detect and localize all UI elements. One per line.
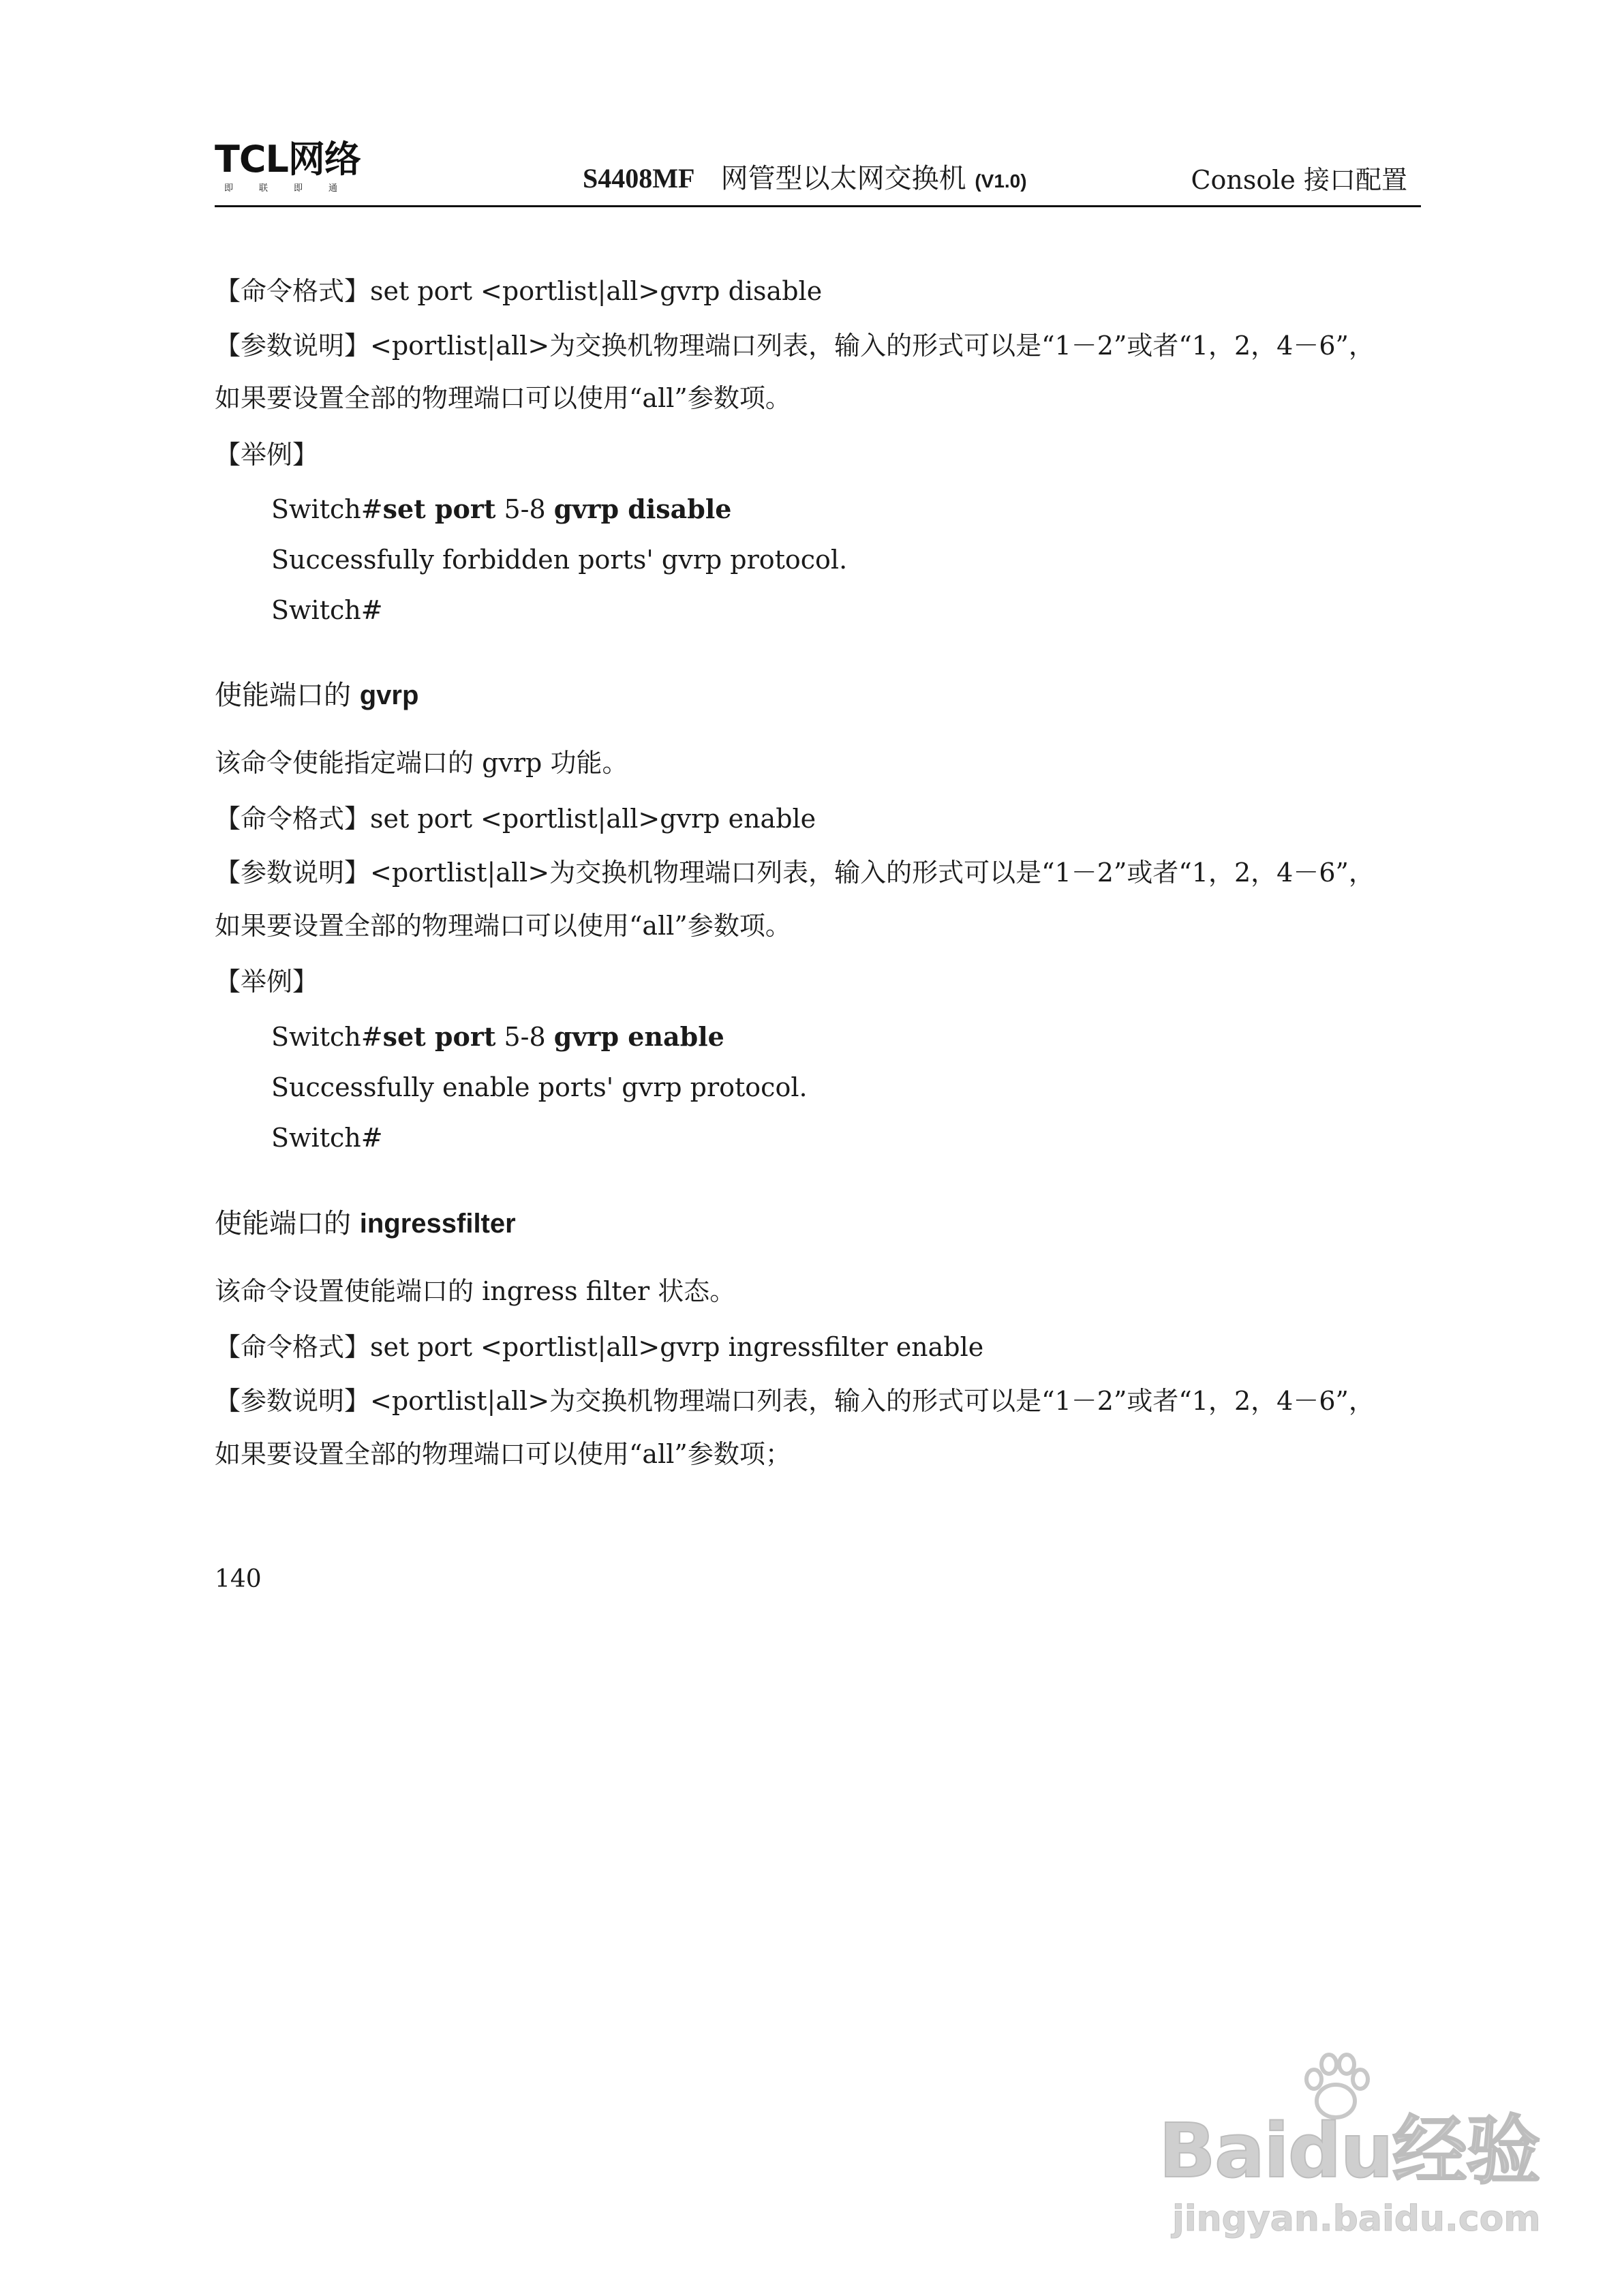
command-arg: 5-8 bbox=[495, 1022, 554, 1052]
param-desc-line: 【参数说明】<portlist|all>为交换机物理端口列表，输入的形式可以是“1－2”或者“1，2，4－6”， bbox=[215, 1386, 1375, 1416]
example-output: Successfully enable ports' gvrp protocol. bbox=[271, 1072, 808, 1102]
chapter-title: Console 接口配置 bbox=[1191, 165, 1407, 195]
command-keyword: set port bbox=[382, 1021, 496, 1052]
prompt: Switch# bbox=[271, 1022, 383, 1052]
example-label: 【举例】 bbox=[215, 967, 319, 997]
heading-cn: 使能端口的 bbox=[215, 1208, 360, 1239]
header-rule bbox=[215, 205, 1421, 207]
title-text: 网管型以太网交换机 bbox=[720, 163, 966, 194]
command-format-line: 【命令格式】set port <portlist|all>gvrp ingressfilter enable bbox=[215, 1332, 984, 1362]
example-label: 【举例】 bbox=[215, 440, 319, 470]
param-desc-line: 【参数说明】<portlist|all>为交换机物理端口列表，输入的形式可以是“1－2”或者“1，2，4－6”， bbox=[215, 331, 1375, 361]
command-keyword-2: gvrp disable bbox=[553, 494, 732, 524]
tcl-logo bbox=[215, 140, 385, 194]
command-format-line: 【命令格式】set port <portlist|all>gvrp enable bbox=[215, 804, 816, 834]
param-desc-line: 【参数说明】<portlist|all>为交换机物理端口列表，输入的形式可以是“1－2”或者“1，2，4－6”， bbox=[215, 858, 1375, 888]
example-command bbox=[271, 493, 731, 526]
section-heading-ingressfilter bbox=[215, 1207, 516, 1241]
command-arg: 5-8 bbox=[495, 494, 554, 524]
param-desc-line-2: 如果要设置全部的物理端口可以使用“all”参数项。 bbox=[215, 383, 791, 413]
example-output: Successfully forbidden ports' gvrp protocol. bbox=[271, 545, 848, 575]
baidu-watermark bbox=[1159, 2045, 1567, 2250]
param-desc-line-2: 如果要设置全部的物理端口可以使用“all”参数项； bbox=[215, 1439, 791, 1469]
command-format-line: 【命令格式】set port <portlist|all>gvrp disable bbox=[215, 276, 823, 306]
watermark-url: jingyan.baidu.com bbox=[1172, 2199, 1541, 2239]
example-prompt: Switch# bbox=[271, 1123, 383, 1153]
logo-wordmark: TCL网络 bbox=[215, 138, 361, 181]
document-title bbox=[583, 162, 1027, 198]
title-version: (V1.0) bbox=[975, 170, 1027, 192]
section-description: 该命令设置使能端口的 ingress filter 状态。 bbox=[215, 1276, 736, 1306]
logo-slogan: 即联即通 bbox=[224, 183, 364, 194]
heading-en: ingressfilter bbox=[359, 1209, 516, 1239]
watermark-brand: Baidu经验 bbox=[1159, 2107, 1540, 2194]
heading-cn: 使能端口的 bbox=[215, 680, 360, 711]
example-prompt: Switch# bbox=[271, 595, 383, 625]
command-keyword-2: gvrp enable bbox=[553, 1021, 724, 1052]
prompt: Switch# bbox=[271, 494, 383, 524]
page-header bbox=[215, 133, 1421, 208]
page-number: 140 bbox=[215, 1565, 262, 1593]
section-description: 该命令使能指定端口的 gvrp 功能。 bbox=[215, 748, 628, 778]
section-heading-gvrp bbox=[215, 678, 418, 712]
example-command bbox=[271, 1021, 724, 1053]
command-keyword: set port bbox=[382, 494, 496, 524]
param-desc-line-2: 如果要设置全部的物理端口可以使用“all”参数项。 bbox=[215, 911, 791, 941]
title-model: S4408MF bbox=[583, 163, 695, 194]
heading-en: gvrp bbox=[359, 680, 419, 710]
